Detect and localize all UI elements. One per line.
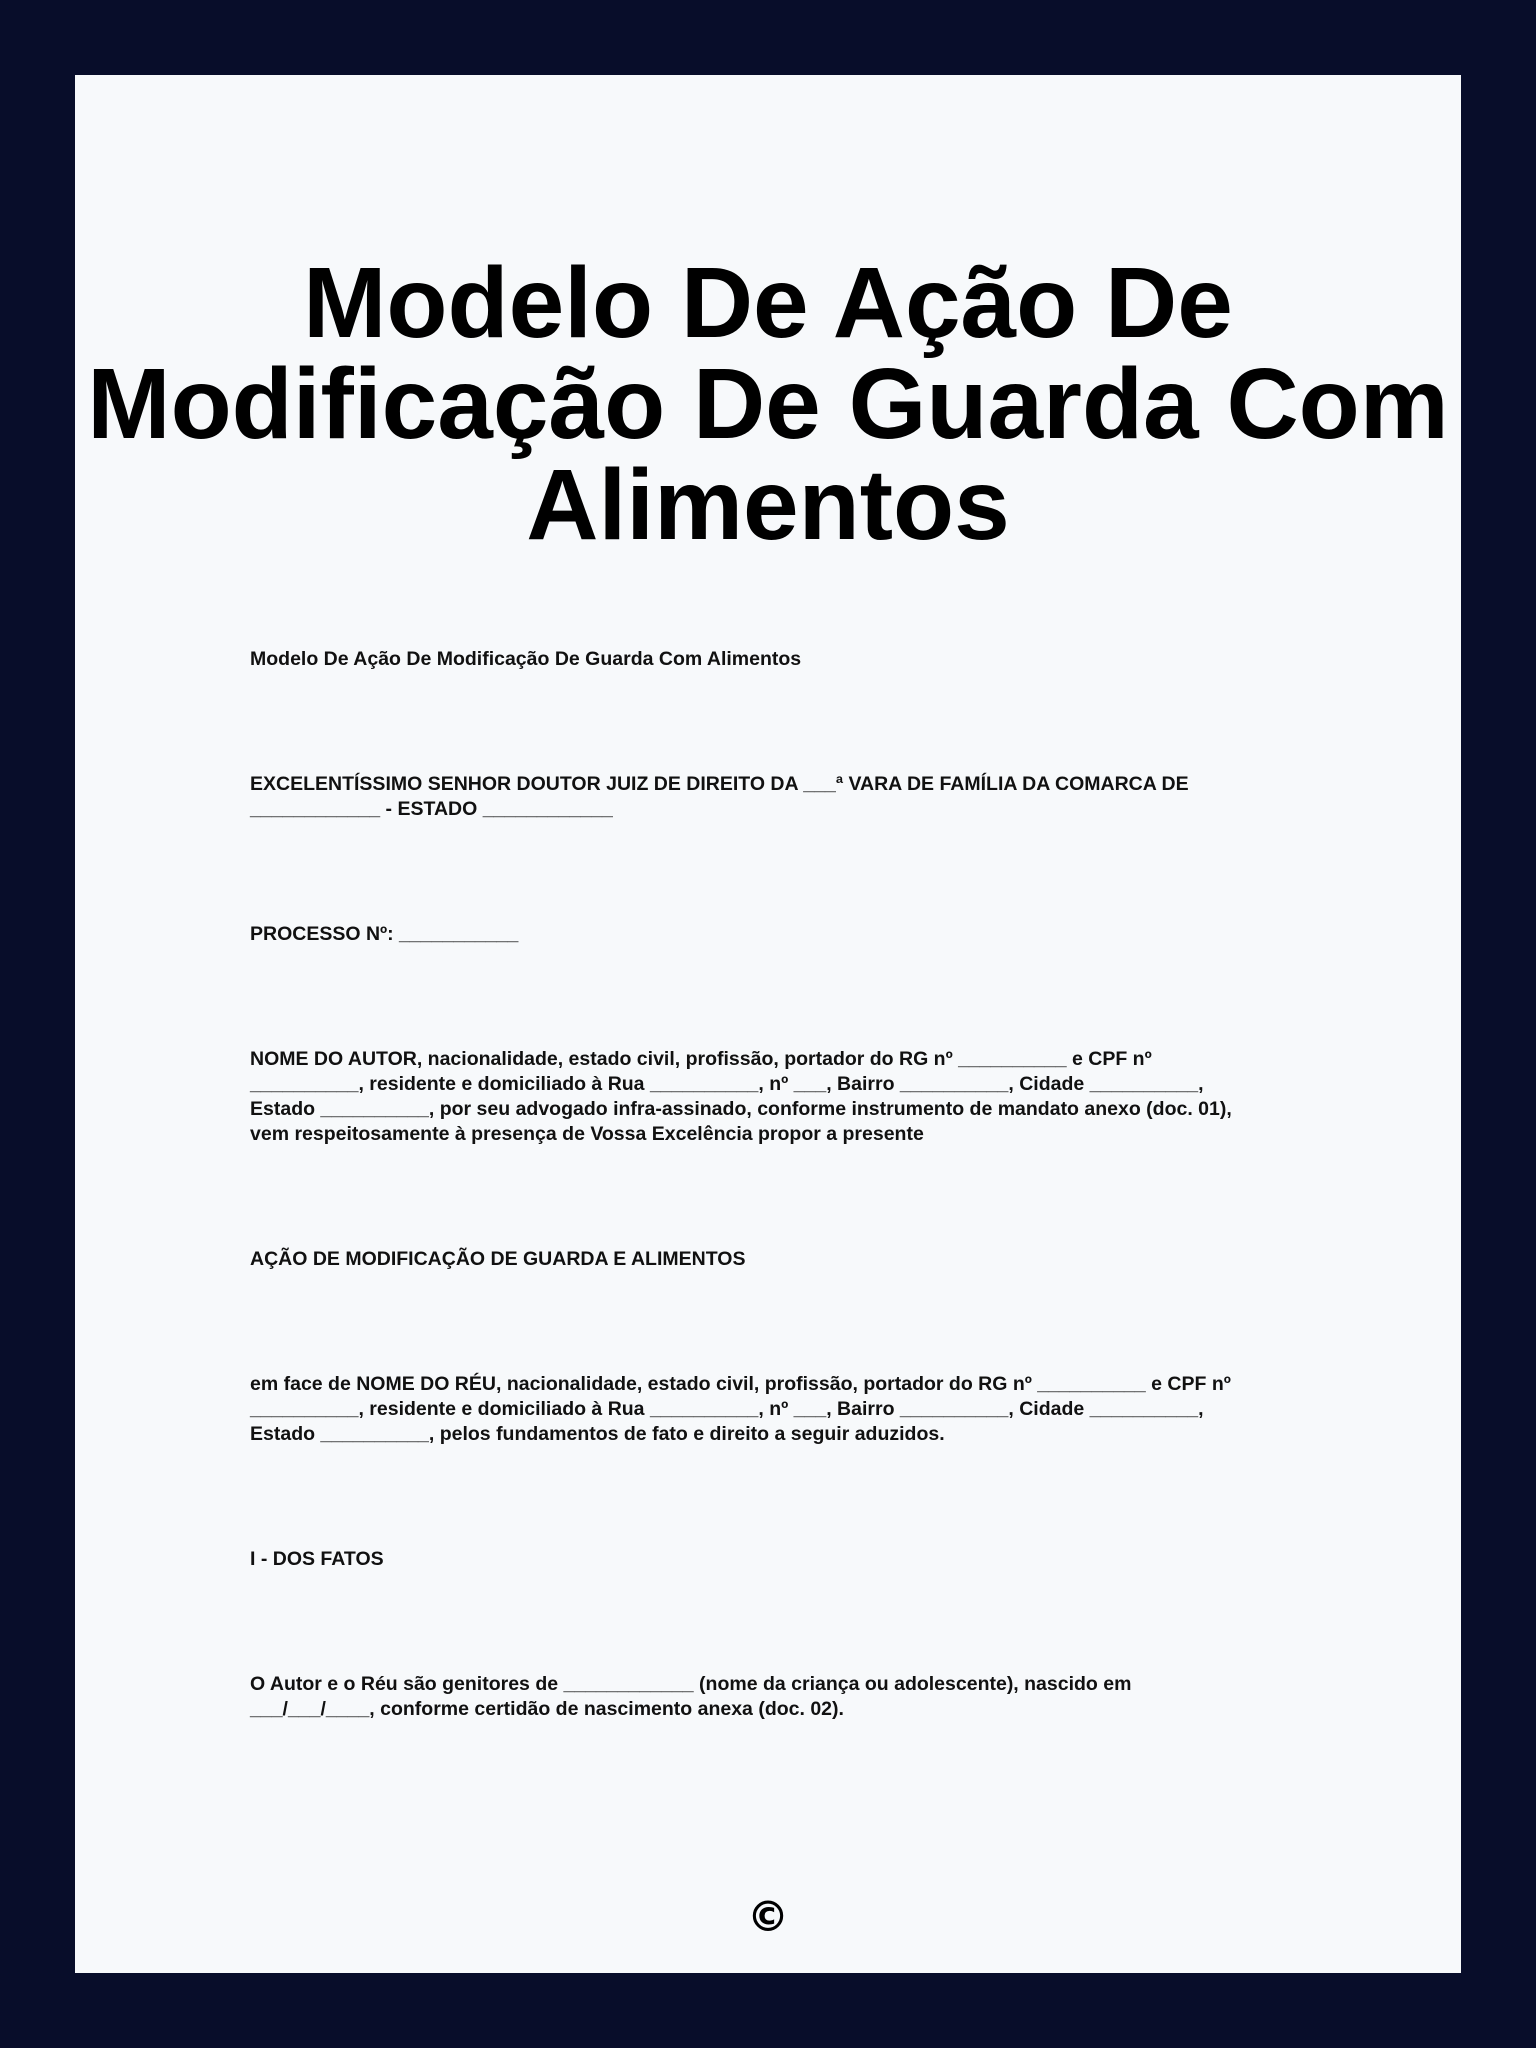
- document-title: Modelo De Ação De Modificação De Guarda Com Alimentos: [87, 247, 1449, 561]
- process-number-paragraph: PROCESSO Nº: ___________: [250, 923, 519, 945]
- document-page: [75, 75, 1461, 1973]
- plaintiff-paragraph: NOME DO AUTOR, nacionalidade, estado civil, profissão, portador do RG nº __________ e CPF nº __________, residente e domiciliado à Rua __________, nº ___, Bairro __________, Cidade __________, Estado __________, por seu advogado infra-assinado, conforme instrumento de mandato anexo (doc. 01), vem respeitosamente à presença de Vossa Excelência propor a presente: [250, 1048, 1232, 1145]
- court-address-paragraph: EXCELENTÍSSIMO SENHOR DOUTOR JUIZ DE DIREITO DA ___ª VARA DE FAMÍLIA DA COMARCA DE ____________ - ESTADO ____________: [250, 773, 1189, 820]
- document-body: [250, 647, 1280, 1722]
- facts-heading: I - DOS FATOS: [250, 1548, 384, 1570]
- action-title-paragraph: AÇÃO DE MODIFICAÇÃO DE GUARDA E ALIMENTOS: [250, 1248, 746, 1270]
- document-subtitle: Modelo De Ação De Modificação De Guarda Com Alimentos: [250, 648, 802, 670]
- facts-paragraph: O Autor e o Réu são genitores de ____________ (nome da criança ou adolescente), nascido em ___/___/____, conforme certidão de nascimento anexa (doc. 02).: [250, 1673, 1132, 1720]
- defendant-paragraph: em face de NOME DO RÉU, nacionalidade, estado civil, profissão, portador do RG nº __________ e CPF nº __________, residente e domiciliado à Rua __________, nº ___, Bairro __________, Cidade __________, Estado __________, pelos fundamentos de fato e direito a seguir aduzidos.: [250, 1373, 1231, 1445]
- copyright-icon: ©: [747, 1892, 789, 1941]
